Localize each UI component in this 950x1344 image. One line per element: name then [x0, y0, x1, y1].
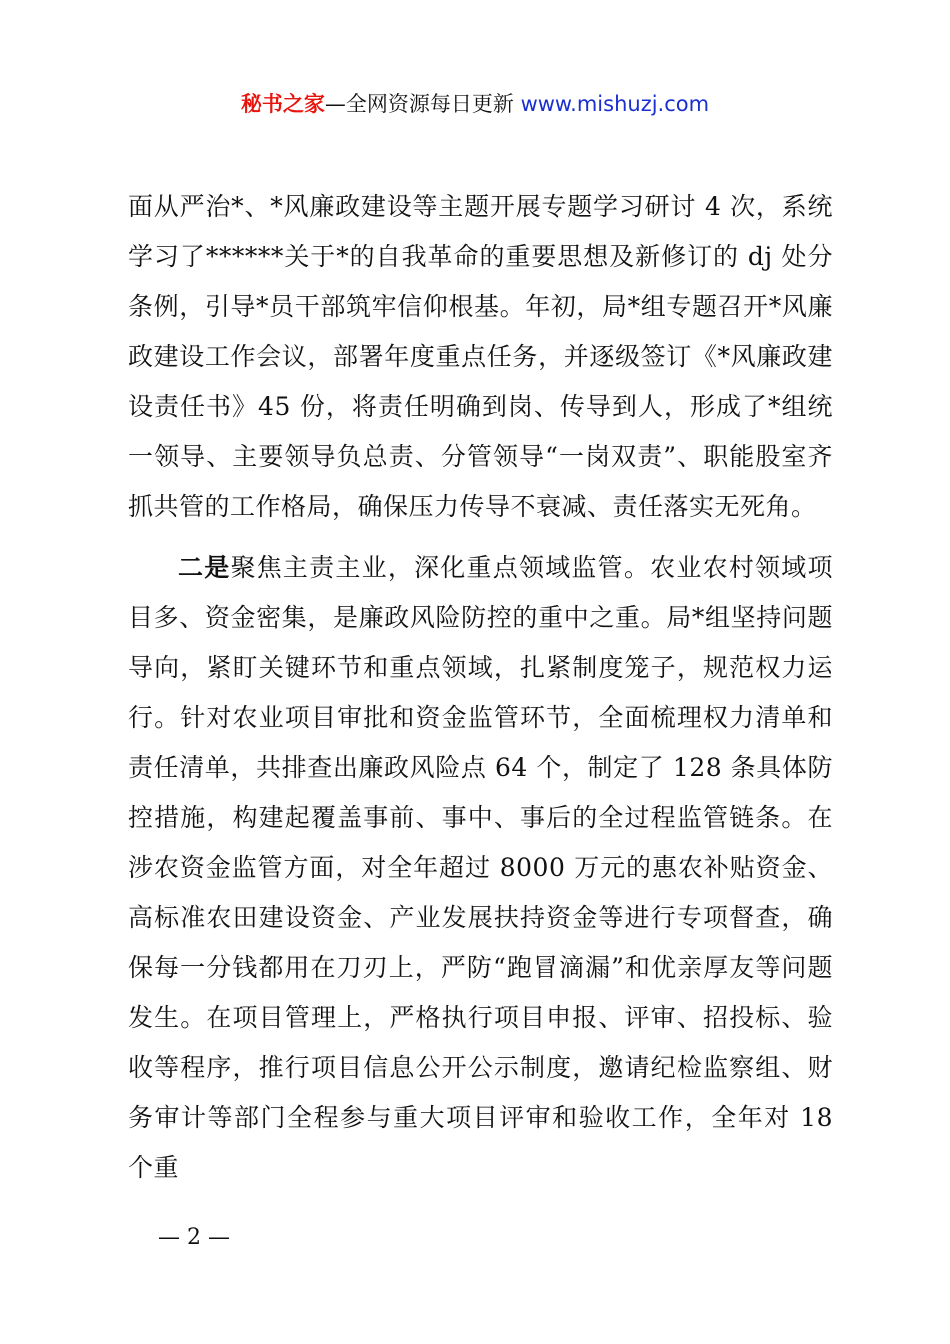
document-body [128, 182, 833, 1193]
paragraph-2 [128, 543, 833, 1193]
paragraph-2-lead: 二是 [178, 553, 231, 582]
page-number: — 2 — [158, 1225, 230, 1250]
website-link[interactable]: www.mishuzj.com [520, 92, 710, 116]
paragraph-1: 面从严治*、*风廉政建设等主题开展专题学习研讨 4 次，系统学习了******关于*的自我革命的重要思想及新修订的 dj 处分条例，引导*员干部筑牢信仰根基。年初，局*组专题召开*风廉政建设工作会议，部署年度重点任务，并逐级签订《*风廉政建设责任书》45 份，将责任明确到岗、传导到人，形成了*组统一领导、主要领导负总责、分管领导“一岗双责”、职能股室齐抓共管的工作格局，确保压力传导不衰减、责任落实无死角。 [128, 192, 833, 521]
paragraph-2-text: 聚焦主责主业，深化重点领域监管。农业农村领域项目多、资金密集，是廉政风险防控的重中之重。局*组坚持问题导向，紧盯关键环节和重点领域，扎紧制度笼子，规范权力运行。针对农业项目审批和资金监管环节，全面梳理权力清单和责任清单，共排查出廉政风险点 64 个，制定了 128 条具体防控措施，构建起覆盖事前、事中、事后的全过程监管链条。在涉农资金监管方面，对全年超过 8000 万元的惠农补贴资金、高标准农田建设资金、产业发展扶持资金等进行专项督查，确保每一分钱都用在刀刃上，严防“跑冒滴漏”和优亲厚友等问题发生。在项目管理上，严格执行项目申报、评审、招投标、验收等程序，推行项目信息公开公示制度，邀请纪检监察组、财务审计等部门全程参与重大项目评审和验收工作，全年对 18 个重 [128, 553, 833, 1182]
brand-name: 秘书之家 [240, 92, 325, 116]
site-banner [0, 86, 950, 122]
banner-slogan: —全网资源每日更新 [324, 92, 521, 116]
